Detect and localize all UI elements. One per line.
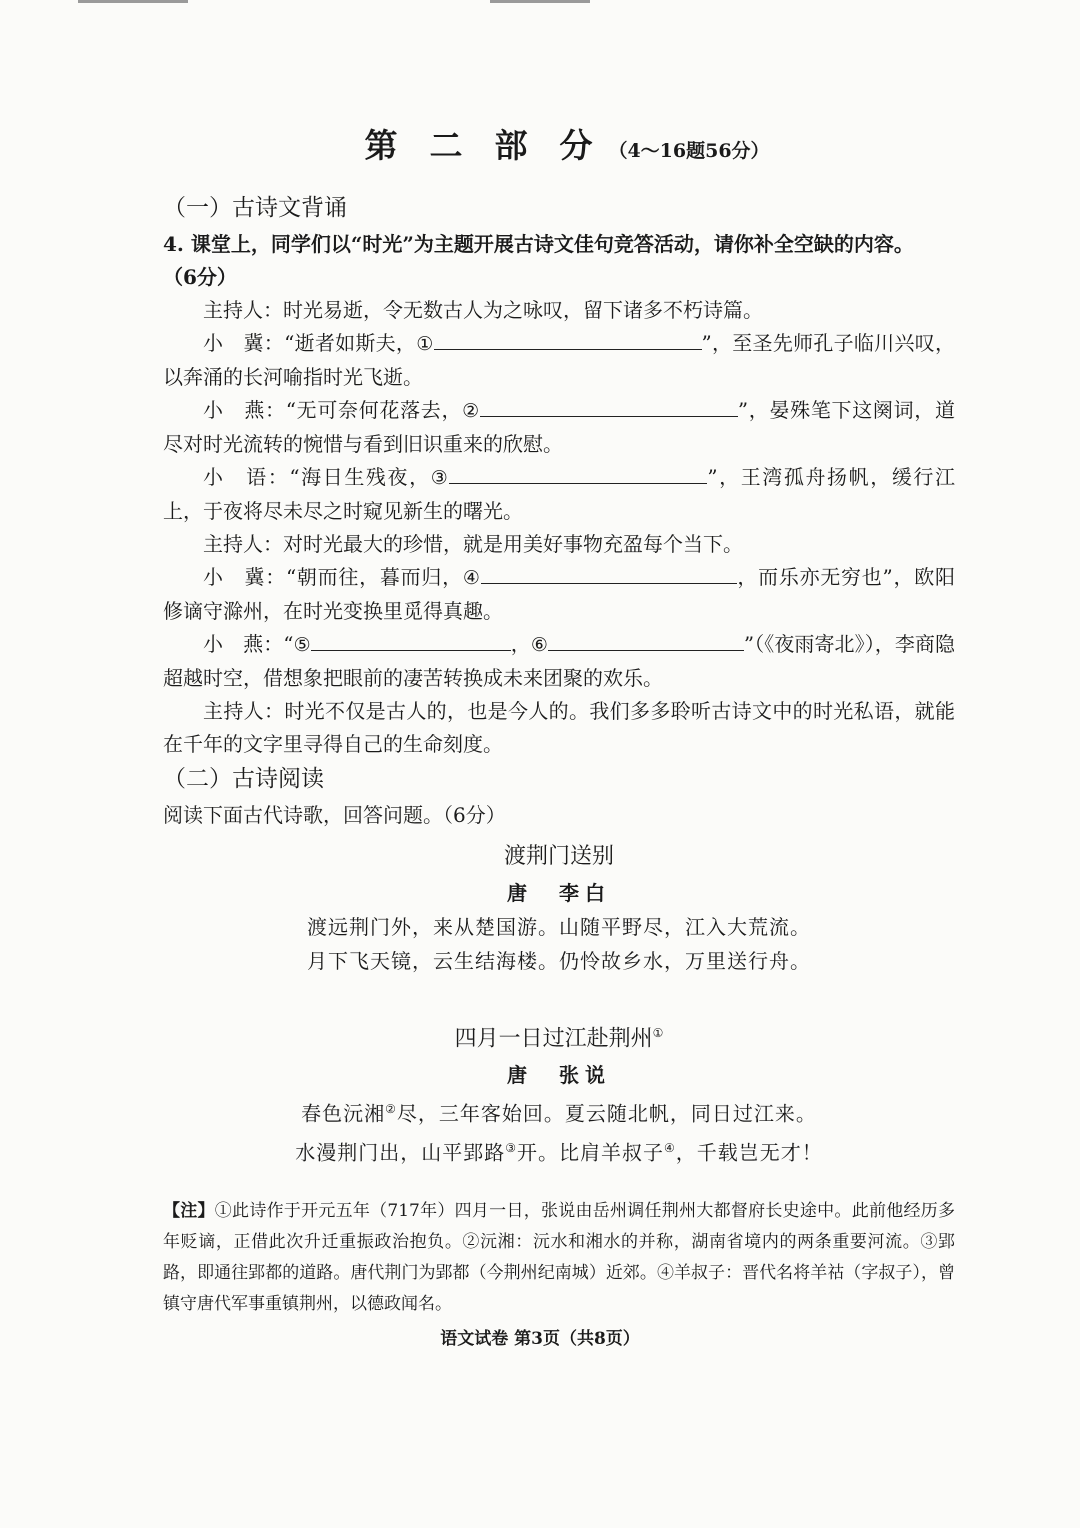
scan-edge-mark <box>78 0 188 3</box>
part-title-char: 第 <box>364 126 398 165</box>
host-line: 主持人：时光易逝，令无数古人为之咏叹，留下诸多不朽诗篇。 <box>203 298 763 322</box>
dialogue-xiaoyan-1: 小 燕：“无可奈何花落去，② ”，晏殊笔下这阕词，道尽对时光流转的惋惜与看到旧识重来的欣慰。 <box>163 398 955 456</box>
poem-line: 月下飞天镜，云生结海楼。仍怜故乡水，万里送行舟。 <box>307 949 811 973</box>
part-score: （4～16题56分） <box>608 140 770 162</box>
question-score: （6分） <box>163 265 237 289</box>
part-title-char: 部 <box>494 126 528 165</box>
dialogue-xiaoji-2: 小 冀：“朝而往，暮而归，④ ，而乐亦无穷也”，欧阳修谪守滁州，在时光变换里觅得真趣。 <box>163 565 955 623</box>
host-line: 主持人：对时光最大的珍惜，就是用美好事物充盈每个当下。 <box>203 532 743 556</box>
poem-author: 唐 张说 <box>507 1063 611 1088</box>
dialogue-xiaoji-1: 小 冀：“逝者如斯夫，① ”，至圣先师孔子临川兴叹，以奔涌的长河喻指时光飞逝。 <box>163 331 955 389</box>
part-title-char: 二 <box>429 126 463 165</box>
answer-blank-5[interactable] <box>311 630 511 651</box>
footnote-ref: ② <box>385 1102 397 1117</box>
page-footer: 语文试卷 第3页（共8页） <box>440 1329 640 1349</box>
answer-blank-3[interactable] <box>449 463 707 484</box>
answer-blank-2[interactable] <box>480 396 738 417</box>
poem-author: 唐 李白 <box>507 881 611 905</box>
footnote-ref: ④ <box>664 1140 676 1155</box>
poem-line: 水漫荆门出，山平郢路③开。比肩羊叔子④，千载岂无才！ <box>295 1140 823 1165</box>
poem-notes: 【注】①此诗作于开元五年（717年）四月一日，张说由岳州调任荆州大都督府长史途中。此前他经历多年贬谪，正借此次升迁重振政治抱负。②沅湘：沅水和湘水的并称，湖南省境内的两条重要河流。③郢路，即通往郢都的道路。唐代荆门为郢都（今荆州纪南城）近郊。④羊叔子：晋代名将羊祜（字叔子），曾镇守唐代军事重镇荆州，以德政闻名。 <box>163 1200 956 1314</box>
part-title <box>163 118 955 174</box>
host-line: 主持人：时光不仅是古人的，也是今人的。我们多多聆听古诗文中的时光私语，就能在千年的文字里寻得自己的生命刻度。 <box>163 699 955 756</box>
dialogue-xiaoyan-2: 小 燕：“⑤ ，⑥ ”（《夜雨寄北》），李商隐超越时空，借想象把眼前的凄苦转换成未来团聚的欢乐。 <box>163 632 955 690</box>
answer-blank-6[interactable] <box>548 630 744 651</box>
poem-title: 渡荆门送别 <box>503 844 614 869</box>
dialogue-xiaoyu: 小 语：“海日生残夜，③ ”，王湾孤舟扬帆，缓行江上，于夜将尽未尽之时窥见新生的曙光。 <box>163 465 955 523</box>
section-heading-recitation: （一）古诗文背诵 <box>163 195 347 221</box>
scan-edge-mark <box>490 0 590 3</box>
exam-page <box>163 118 955 1337</box>
section-heading-poetry: （二）古诗阅读 <box>163 766 324 792</box>
poem-title: 四月一日过江赴荆州① <box>454 1026 664 1052</box>
reading-intro: 阅读下面古代诗歌，回答问题。（6分） <box>163 803 506 827</box>
part-title-char: 分 <box>559 126 593 165</box>
poem-line: 渡远荆门外，来从楚国游。山随平野尽，江入大荒流。 <box>307 915 811 939</box>
answer-blank-4[interactable] <box>481 563 737 584</box>
question-4: 4. 课堂上，同学们以“时光”为主题开展古诗文佳句竞答活动，请你补全空缺的内容。 （6分） <box>163 232 914 289</box>
footnote-ref: ① <box>652 1026 664 1040</box>
answer-blank-1[interactable] <box>434 329 702 350</box>
poem-line: 春色沅湘②尽，三年客始回。夏云随北帆，同日过江来。 <box>301 1101 817 1126</box>
footnote-ref: ③ <box>505 1140 517 1155</box>
